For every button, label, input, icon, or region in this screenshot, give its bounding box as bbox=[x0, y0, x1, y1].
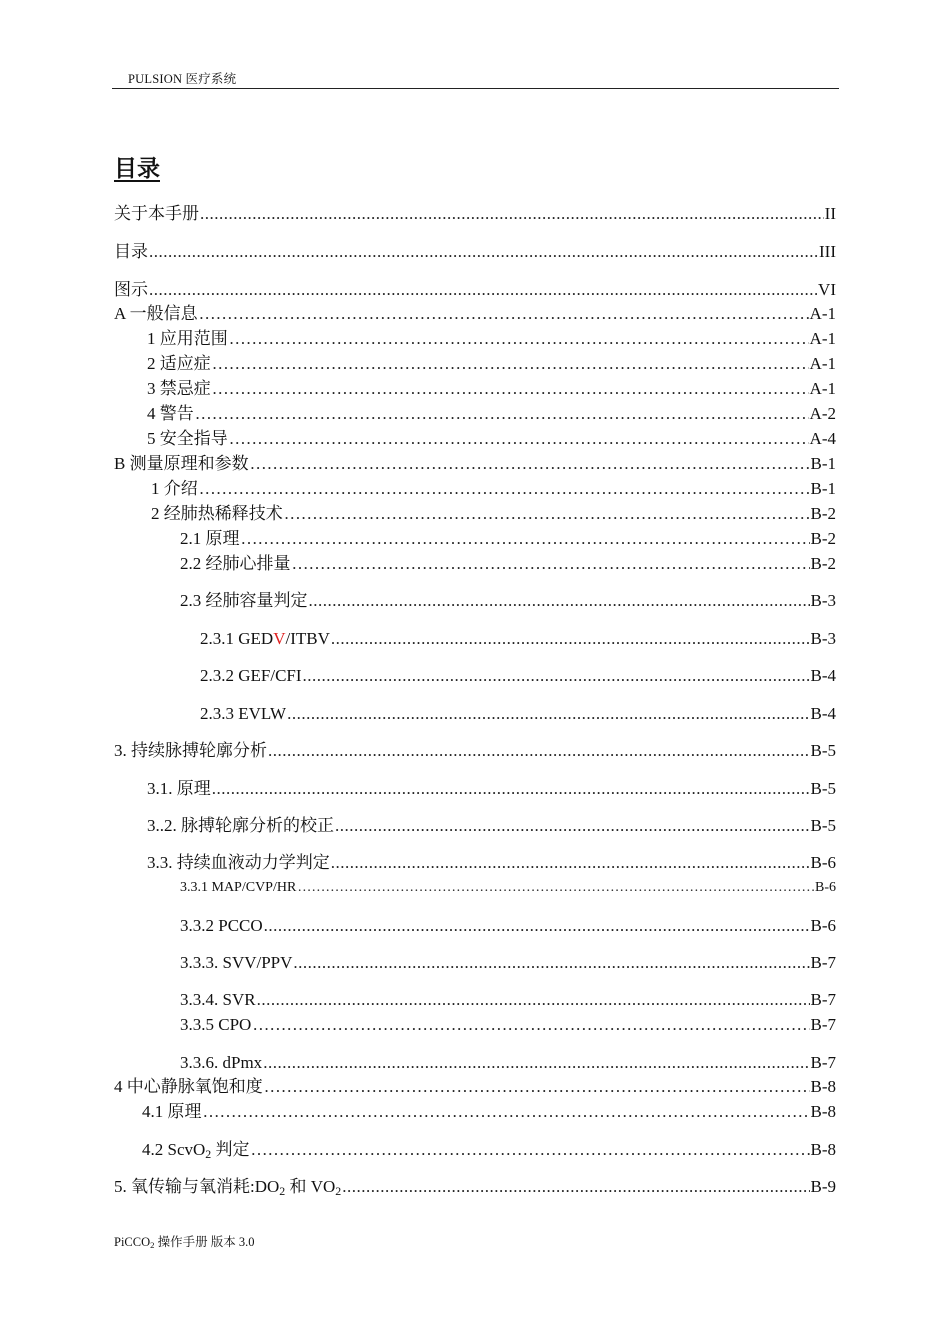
toc-entry[interactable]: 5 安全指导 ………………………………………………………………………………………………………………………………………………………………………………………………………………… A-4 bbox=[147, 428, 836, 450]
page-footer: PiCCO$_2$ 操作手册 版本 3.0 bbox=[114, 1235, 255, 1251]
toc-entry[interactable]: 3.3.1 MAP/CVP/HR ………………………………………………………………………………………………………………………………………………………………………………………………………………… B-6 bbox=[180, 877, 836, 899]
toc-entry[interactable]: 2.1 原理 ………………………………………………………………………………………………………………………………………………………………………………………………………………… B-2 bbox=[180, 528, 836, 550]
toc-entry[interactable]: 4 中心静脉氧饱和度 ………………………………………………………………………………………………………………………………………………………………………………………………………………… B-8 bbox=[114, 1076, 836, 1098]
toc-entry[interactable]: 3.3.2 PCCO ..... B-6 bbox=[180, 915, 836, 937]
toc-entry[interactable]: 3.3.5 CPO ………………………………………………………………………………………………………………………………………………………………………………………………………………… B-7 bbox=[180, 1014, 836, 1036]
toc-entry[interactable]: 3.3.3. SVV/PPV ..... B-7 bbox=[180, 952, 836, 974]
toc-entry[interactable]: 3 禁忌症 ………………………………………………………………………………………………………………………………………………………………………………………………………………… A-1 bbox=[147, 378, 836, 400]
toc-entry[interactable]: 2 经肺热稀释技术 ………………………………………………………………………………………………………………………………………………………………………………………………………………… B-2 bbox=[151, 503, 836, 525]
toc-entry[interactable]: 2 适应症 ………………………………………………………………………………………………………………………………………………………………………………………………………………… A-1 bbox=[147, 353, 836, 375]
toc-entry[interactable]: 2.3.3 EVLW ..... B-4 bbox=[200, 703, 836, 725]
toc-entry[interactable]: 1 介绍 ………………………………………………………………………………………………………………………………………………………………………………………………………………… B-1 bbox=[151, 478, 836, 500]
page-title: 目录 bbox=[114, 156, 160, 181]
toc-entry[interactable]: B 测量原理和参数 ………………………………………………………………………………………………………………………………………………………………………………………………………………… B-1 bbox=[114, 453, 836, 475]
toc-entry[interactable]: 3..2. 脉搏轮廓分析的校正 ..... B-5 bbox=[147, 815, 836, 837]
toc-entry[interactable]: 2.3.1 GEDV/ITBV ..... B-3 bbox=[200, 628, 836, 650]
toc-entry[interactable]: 3.3.6. dPmx ..... B-7 bbox=[180, 1052, 836, 1074]
toc-entry[interactable]: A 一般信息 ………………………………………………………………………………………………………………………………………………………………………………………………………………… A-1 bbox=[114, 303, 836, 325]
toc-entry[interactable]: 5. 氧传输与氧消耗$:DO_2$ 和 $VO_2$ ..... B-9 bbox=[114, 1176, 836, 1198]
toc-entry[interactable]: 图示 ..... VI bbox=[114, 279, 836, 301]
toc-entry[interactable]: 3.3. 持续血液动力学判定 ..... B-6 bbox=[147, 852, 836, 874]
toc-entry[interactable]: 1 应用范围 ………………………………………………………………………………………………………………………………………………………………………………………………………………… A-1 bbox=[147, 328, 836, 350]
toc-entry[interactable]: 2.3.2 GEF/CFI ..... B-4 bbox=[200, 665, 836, 687]
toc-entry[interactable]: 3. 持续脉搏轮廓分析 ..... B-5 bbox=[114, 740, 836, 762]
toc-entry[interactable]: 关于本手册 ..... II bbox=[114, 203, 836, 225]
toc-entry[interactable]: 4.1 原理 ………………………………………………………………………………………………………………………………………………………………………………………………………………… B-8 bbox=[142, 1101, 836, 1123]
header-text: PULSION 医疗系统 bbox=[128, 72, 237, 86]
toc-entry[interactable]: 2.2 经肺心排量 ………………………………………………………………………………………………………………………………………………………………………………………………………………… B-2 bbox=[180, 553, 836, 575]
toc-entry[interactable]: 4.2 ScvO$_2$ 判定 ………………………………………………………………………………………………………………………………………………………………………………………………………………… B-8 bbox=[142, 1139, 836, 1161]
toc-entry[interactable]: 3.3.4. SVR ..... B-7 bbox=[180, 989, 836, 1011]
toc-entry[interactable]: 2.3 经肺容量判定 ..... B-3 bbox=[180, 590, 836, 612]
toc-entry[interactable]: 目录 ..... III bbox=[114, 241, 836, 263]
toc-entry[interactable]: 4 警告 ………………………………………………………………………………………………………………………………………………………………………………………………………………… A-2 bbox=[147, 403, 836, 425]
toc-entry[interactable]: 3.1. 原理 ..... B-5 bbox=[147, 778, 836, 800]
